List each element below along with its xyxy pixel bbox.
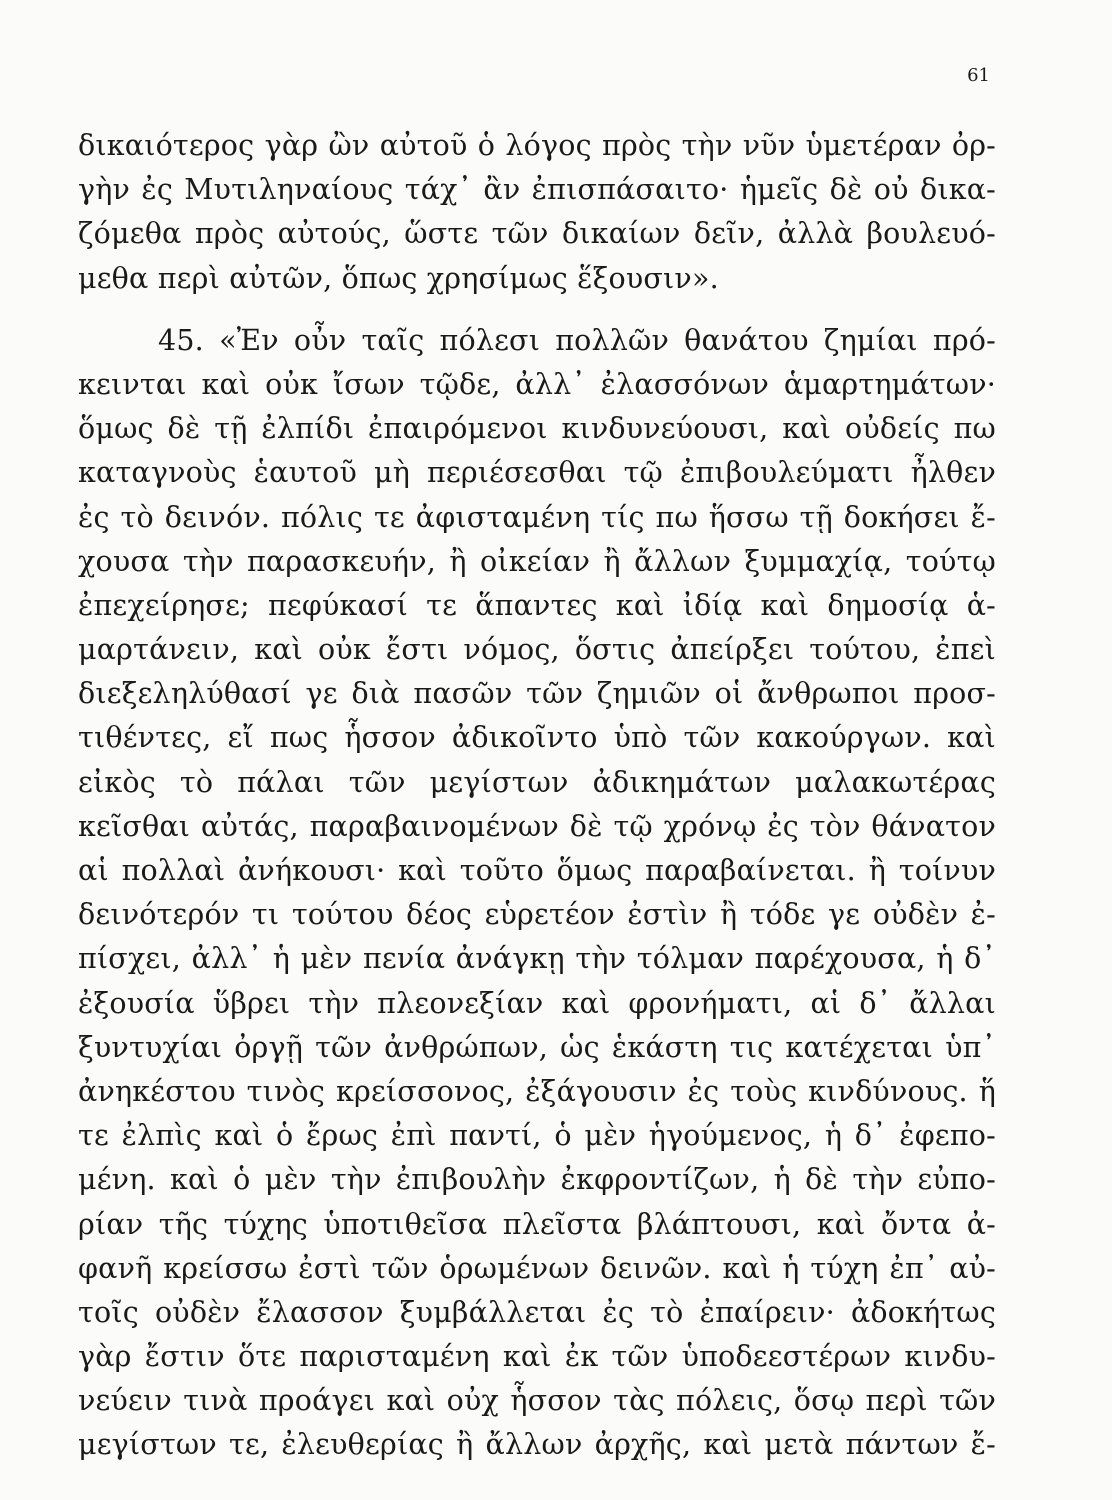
- text-line: δικαιότερος γὰρ ὢν αὐτοῦ ὁ λόγος πρὸς τὴν νῦν ὑμετέραν ὀρ-: [78, 129, 996, 162]
- text-line: γὰρ ἔστιν ὅτε παρισταμένη καὶ ἐκ τῶν ὑποδεεστέρων κινδυ-: [78, 1340, 996, 1374]
- text-line: ἐπεχείρησε; πεφύκασί τε ἅπαντες καὶ ἰδίᾳ καὶ δημοσίᾳ ἁ-: [78, 588, 996, 622]
- text-line: χουσα τὴν παρασκευήν, ἢ οἰκείαν ἢ ἄλλων ξυμμαχίᾳ, τούτῳ: [78, 544, 996, 578]
- text-line: τοῖς οὐδὲν ἔλασσον ξυμβάλλεται ἐς τὸ ἐπαίρειν· ἀδοκήτως: [78, 1295, 996, 1329]
- text-line: ἀνηκέστου τινὸς κρείσσονος, ἐξάγουσιν ἐς τοὺς κινδύνους. ἥ: [78, 1074, 996, 1108]
- text-line: μεγίστων τε, ἐλευθερίας ἢ ἄλλων ἀρχῆς, καὶ μετὰ πάντων ἔ-: [78, 1428, 996, 1462]
- text-line: ἐξουσία ὕβρει τὴν πλεονεξίαν καὶ φρονήματι, αἱ δ᾽ ἄλλαι: [78, 986, 996, 1020]
- text-line: μεθα περὶ αὐτῶν, ὅπως χρησίμως ἕξουσιν».: [78, 261, 719, 295]
- text-line: ρίαν τῆς τύχης ὑποτιθεῖσα πλεῖστα βλάπτουσι, καὶ ὄντα ἀ-: [78, 1207, 996, 1241]
- text-line: φανῆ κρείσσω ἐστὶ τῶν ὁρωμένων δεινῶν. καὶ ἡ τύχη ἐπ᾽ αὐ-: [78, 1251, 996, 1285]
- paragraph: [78, 319, 996, 1468]
- text-line: τε ἐλπὶς καὶ ὁ ἔρως ἐπὶ παντί, ὁ μὲν ἡγούμενος, ἡ δ᾽ ἐφεπο-: [78, 1119, 996, 1153]
- text-line: ξυντυχίαι ὀργῇ τῶν ἀνθρώπων, ὡς ἑκάστη τις κατέχεται ὑπ᾽: [78, 1030, 996, 1064]
- text-line: δεινότερόν τι τούτου δέος εὑρετέον ἐστὶν ἢ τόδε γε οὐδὲν ἐ-: [78, 898, 996, 932]
- text-line: ὅμως δὲ τῇ ἐλπίδι ἐπαιρόμενοι κινδυνεύουσι, καὶ οὐδείς πω: [78, 412, 996, 446]
- text-line: κεινται καὶ οὐκ ἴσων τῷδε, ἀλλ᾽ ἐλασσόνων ἁμαρτημάτων·: [78, 367, 996, 401]
- text-block: [78, 124, 996, 1468]
- text-line: κεῖσθαι αὐτάς, παραβαινομένων δὲ τῷ χρόνῳ ἐς τὸν θάνατον: [78, 809, 996, 843]
- text-line: μαρτάνειν, καὶ οὐκ ἔστι νόμος, ὅστις ἀπείρξει τούτου, ἐπεὶ: [78, 633, 996, 667]
- text-line: νεύειν τινὰ προάγει καὶ οὐχ ἧσσον τὰς πόλεις, ὅσῳ περὶ τῶν: [78, 1384, 996, 1418]
- text-line: ζόμεθα πρὸς αὐτούς, ὥστε τῶν δικαίων δεῖν, ἀλλὰ βουλευό-: [78, 217, 996, 251]
- text-line: αἱ πολλαὶ ἀνήκουσι· καὶ τοῦτο ὅμως παραβαίνεται. ἢ τοίνυν: [78, 854, 996, 887]
- text-line: καταγνοὺς ἑαυτοῦ μὴ περιέσεσθαι τῷ ἐπιβουλεύματι ἦλθεν: [78, 456, 996, 490]
- text-line: εἰκὸς τὸ πάλαι τῶν μεγίστων ἀδικημάτων μαλακωτέρας: [78, 765, 996, 799]
- paragraph: [78, 124, 996, 301]
- text-line: πίσχει, ἀλλ᾽ ἡ μὲν πενία ἀνάγκῃ τὴν τόλμαν παρέχουσα, ἡ δ᾽: [78, 942, 996, 976]
- page-number: 61: [967, 65, 990, 86]
- text-line: μένη. καὶ ὁ μὲν τὴν ἐπιβουλὴν ἐκφροντίζων, ἡ δὲ τὴν εὐπο-: [78, 1163, 996, 1197]
- text-line: 45. «Ἐν οὖν ταῖς πόλεσι πολλῶν θανάτου ζημίαι πρό-: [158, 323, 996, 357]
- text-line: ἐς τὸ δεινόν. πόλις τε ἀφισταμένη τίς πω ἥσσω τῇ δοκήσει ἔ-: [78, 500, 996, 534]
- text-line: τιθέντες, εἴ πως ἧσσον ἀδικοῖντο ὑπὸ τῶν κακούργων. καὶ: [78, 721, 996, 755]
- text-line: διεξεληλύθασί γε διὰ πασῶν τῶν ζημιῶν οἱ ἄνθρωποι προσ-: [78, 677, 996, 711]
- paragraph-gap: [78, 301, 996, 319]
- text-line: γὴν ἐς Μυτιληναίους τάχ᾽ ἂν ἐπισπάσαιτο· ἡμεῖς δὲ οὐ δικα-: [78, 173, 996, 207]
